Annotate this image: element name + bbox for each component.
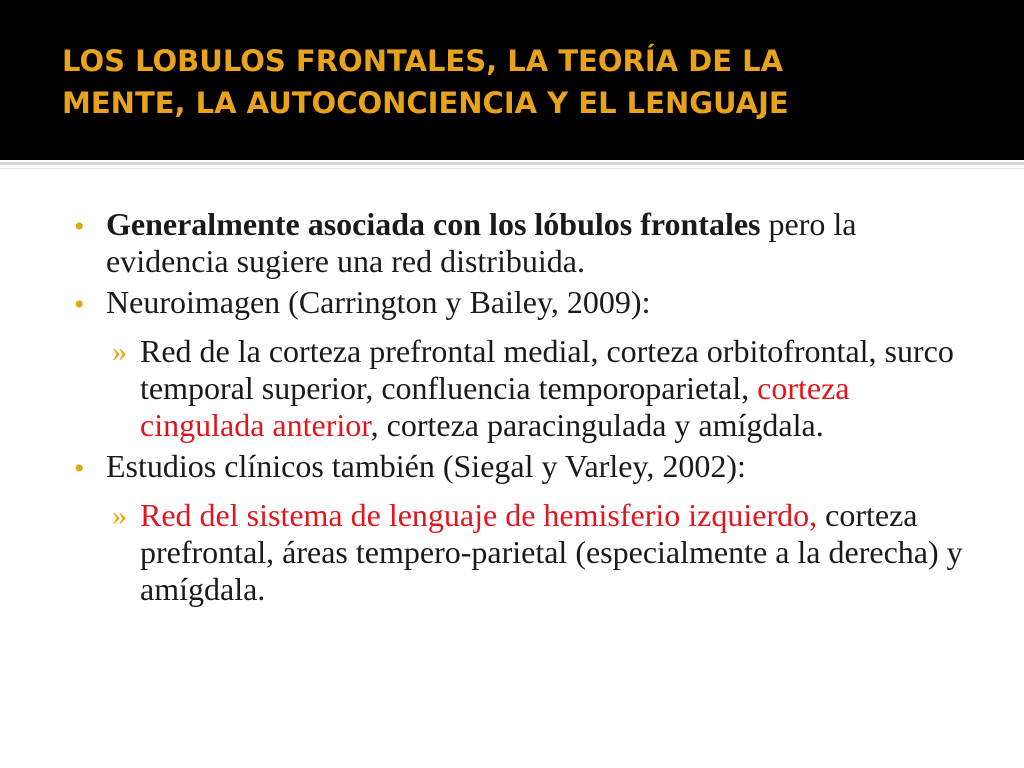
bullet-item-3: [72, 448, 972, 485]
slide-body: [72, 206, 972, 612]
bullet-2-text: Neuroimagen (Carrington y Bailey, 2009):: [106, 284, 651, 320]
bullet-item-1: [72, 206, 972, 280]
title-bar: [0, 0, 1024, 160]
divider-thick: [0, 162, 1024, 165]
bullet-dot-icon: •: [74, 452, 85, 485]
sub-bullet-2-text: corteza prefrontal, áreas tempero-parietal (especialmente a la derecha) y amígdala.: [140, 497, 963, 607]
title-line-2: MENTE, LA AUTOCONCIENCIA Y EL LENGUAJE: [62, 86, 789, 120]
divider-thin: [0, 168, 1024, 169]
slide-title: [62, 40, 992, 124]
sub-bullet-item-2: [72, 497, 972, 608]
sub-bullet-1-highlight: corteza cingulada anterior: [140, 370, 850, 443]
title-line-1: LOS LOBULOS FRONTALES, LA TEORÍA DE LA: [62, 44, 784, 78]
bullet-1-text: pero la evidencia sugiere una red distribuida.: [106, 206, 857, 279]
sub-bullet-1-text-b: , corteza paracingulada y amígdala.: [370, 407, 824, 443]
sub-bullet-1-text-a: Red de la corteza prefrontal medial, corteza orbitofrontal, surco temporal superior, confluencia temporoparietal,: [140, 333, 954, 406]
bullet-dot-icon: •: [74, 210, 85, 243]
bullet-item-2: [72, 284, 972, 321]
chevron-bullet-icon: »: [112, 335, 127, 368]
sub-bullet-item-1: [72, 333, 972, 444]
bullet-dot-icon: •: [74, 288, 85, 321]
sub-bullet-2-highlight: Red del sistema de lenguaje de hemisferio izquierdo,: [140, 497, 818, 533]
bullet-3-text: Estudios clínicos también (Siegal y Varley, 2002):: [106, 448, 746, 484]
chevron-bullet-icon: »: [112, 499, 127, 532]
bullet-1-bold-text: Generalmente asociada con los lóbulos frontales: [106, 206, 761, 242]
